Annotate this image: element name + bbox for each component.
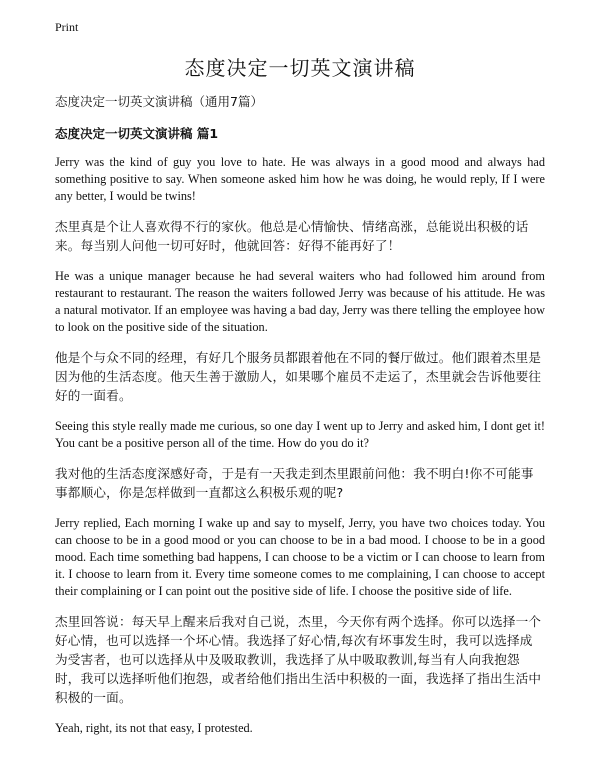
- paragraph-chinese-2: 他是个与众不同的经理，有好几个服务员都跟着他在不同的餐厅做过。他们跟着杰里是因为他的生活态度。他天生善于激励人，如果哪个雇员不走运了，杰里就会告诉他要往好的一面看。: [55, 350, 542, 403]
- paragraph-english-1: Jerry was the kind of guy you love to hate. He was always in a good mood and always had something positive to say. When someone asked him how he was doing, he would reply, If I were any better, I would be twins!: [55, 155, 545, 203]
- document-body: [55, 94, 545, 749]
- page-title: 态度决定一切英文演讲稿: [184, 56, 416, 80]
- document-subtitle: 态度决定一切英文演讲稿（通用7篇）: [55, 94, 263, 109]
- paragraph-english-2: He was a unique manager because he had several waiters who had followed him around from restaurant to restaurant. The reason the waiters followed Jerry was because of his attitude. He was a natural motivator. If an employee was having a bad day, Jerry was there telling the employee how to look on the positive side of the situation.: [55, 269, 545, 334]
- paragraph-english-5: Yeah, right, its not that easy, I protested.: [55, 721, 253, 735]
- paragraph-english-4: Jerry replied, Each morning I wake up and say to myself, Jerry, you have two choices today. You can choose to be in a good mood or you can choose to be in a bad mood. I choose to be in a good mood. Each time something bad happens, I can choose to be a victim or I can choose to learn from it. I choose to learn from it. Every time someone comes to me complaining, I can choose to accept their complaining or I can point out the positive side of life. I choose the positive side of life.: [55, 516, 545, 598]
- paragraph-english-3: Seeing this style really made me curious, so one day I went up to Jerry and asked him, I dont get it! You cant be a positive person all of the time. How do you do it?: [55, 419, 545, 450]
- print-link[interactable]: Print: [55, 20, 79, 34]
- paragraph-chinese-1: 杰里真是个让人喜欢得不行的家伙。他总是心情愉快、情绪高涨，总能说出积极的话来。每当别人问他一切可好时，他就回答：好得不能再好了！: [55, 219, 529, 253]
- paragraph-chinese-4: 杰里回答说：每天早上醒来后我对自己说，杰里，今天你有两个选择。你可以选择一个好心情，也可以选择一个坏心情。我选择了好心情,每次有坏事发生时，我可以选择成为受害者，也可以选择从中及吸取教训，我选择了从中吸取教训,每当有人向我抱怨时，我可以选择听他们抱怨，或者给他们指出生活中积极的一面，我选择了指出生活中积极的一面。: [55, 614, 542, 705]
- paragraph-chinese-3: 我对他的生活态度深感好奇，于是有一天我走到杰里跟前问他：我不明白!你不可能事事都顺心，你是怎样做到一直都这么积极乐观的呢?: [55, 466, 534, 500]
- section-heading: 态度决定一切英文演讲稿 篇1: [55, 126, 219, 141]
